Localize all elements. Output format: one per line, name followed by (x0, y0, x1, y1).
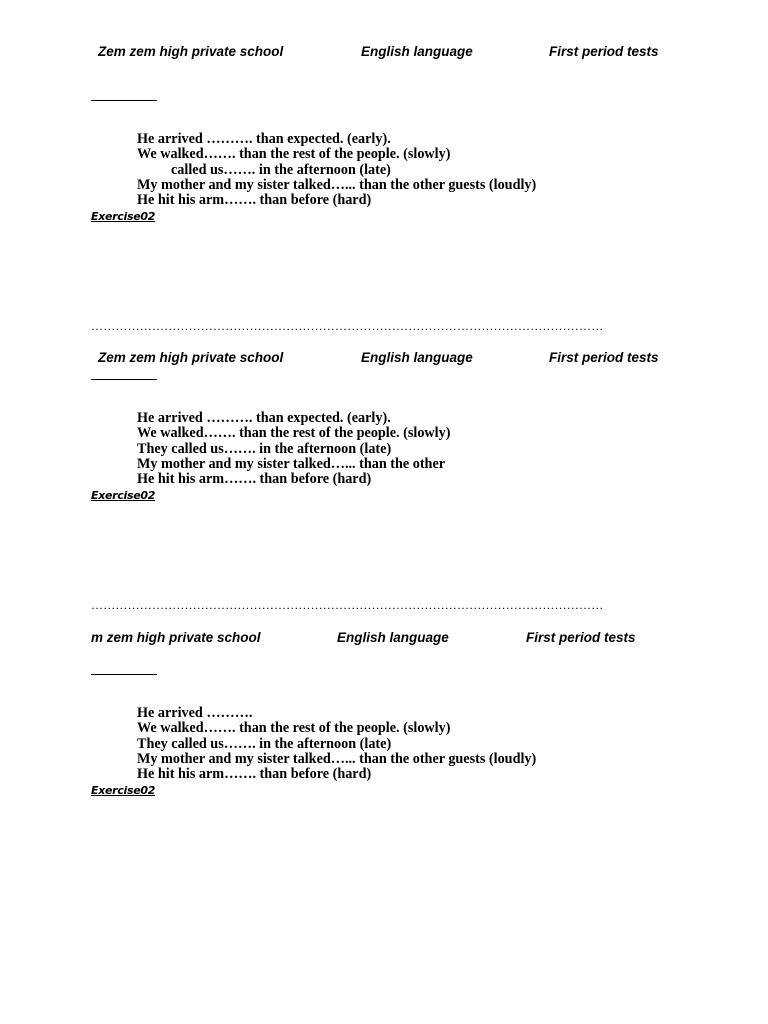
sentence: My mother and my sister talked…... than the other guests (loudly) (137, 750, 537, 767)
test-period: First period tests (549, 350, 659, 365)
subject-name: English language (337, 630, 449, 645)
subject-name: English language (361, 44, 473, 59)
name-blank-line (91, 674, 157, 675)
exercise-label: Exercise02 (91, 784, 156, 797)
school-name: Zem zem high private school (98, 350, 284, 365)
section-2-sentence-list (137, 411, 450, 487)
sentence: We walked……. than the rest of the people. (slowly) (137, 720, 451, 737)
cut-separator: ……………………………………………………………………………………………………………… (91, 320, 604, 332)
name-blank-line (91, 379, 157, 380)
name-blank-line (91, 100, 157, 101)
section-3-header (0, 630, 768, 650)
sentence: He arrived ………. than expected. (early). (137, 131, 391, 147)
sentence: My mother and my sister talked…... than the other (137, 455, 446, 472)
section-1-sentence-list (137, 132, 536, 208)
sentence: He hit his arm……. than before (hard) (137, 192, 372, 209)
sentence: He arrived ………. (137, 705, 253, 721)
sentence: We walked……. than the rest of the people. (slowly) (137, 425, 451, 442)
section-3-sentence-list (137, 706, 536, 782)
section-2-header (0, 350, 768, 370)
exercise-label: Exercise02 (91, 489, 156, 502)
test-period: First period tests (526, 630, 636, 645)
exercise-label: Exercise02 (91, 210, 156, 223)
sentence: They called us……. in the afternoon (late) (137, 735, 392, 752)
subject-name: English language (361, 350, 473, 365)
sentence: My mother and my sister talked…... than the other guests (loudly) (137, 176, 537, 193)
section-1-header (0, 44, 768, 64)
sentence: They called us……. in the afternoon (late) (137, 440, 392, 457)
school-name: Zem zem high private school (98, 44, 284, 59)
school-name: m zem high private school (91, 630, 261, 645)
sentence: We walked……. than the rest of the people. (slowly) (137, 146, 451, 163)
sentence: He arrived ………. than expected. (early). (137, 410, 391, 426)
sentence: He hit his arm……. than before (hard) (137, 766, 372, 783)
sentence: He hit his arm……. than before (hard) (137, 471, 372, 488)
test-period: First period tests (549, 44, 659, 59)
cut-separator: ……………………………………………………………………………………………………………… (91, 599, 604, 611)
sentence: called us……. in the afternoon (late) (171, 161, 391, 178)
